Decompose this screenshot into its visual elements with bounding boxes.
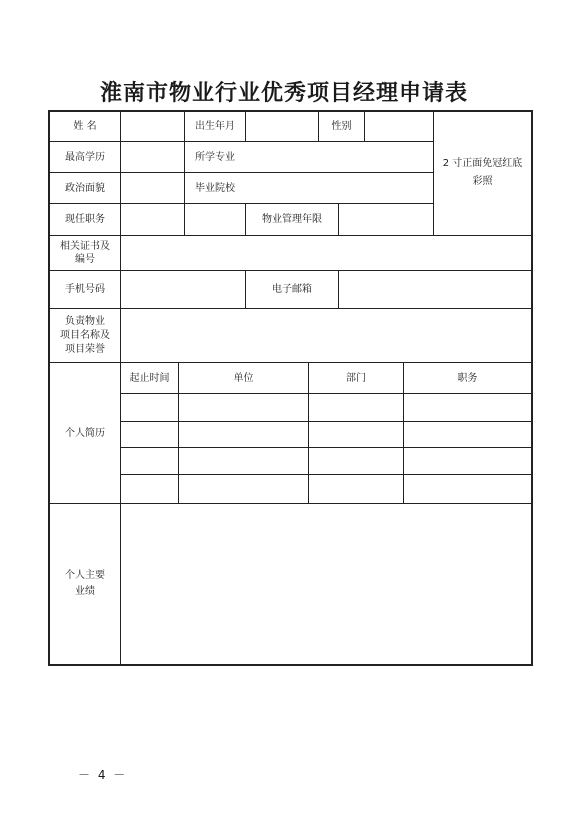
email-label: 电子邮箱 [272, 284, 312, 295]
school-label: 毕业院校 [195, 182, 235, 194]
gender-field[interactable] [365, 111, 433, 141]
education-label: 最高学历 [65, 151, 105, 163]
resume-header-job-title: 职务 [457, 372, 478, 384]
resume-header-period: 起止时间 [129, 372, 170, 384]
school-field[interactable] [246, 173, 433, 203]
major-field[interactable] [246, 142, 433, 172]
management-years-field[interactable] [339, 204, 433, 235]
major-label: 所学专业 [195, 151, 235, 163]
phone-field[interactable] [121, 271, 245, 308]
achievements-field[interactable] [121, 504, 531, 664]
political-status-field[interactable] [121, 173, 184, 203]
achievements-label: 个人主要 业绩 [65, 570, 105, 597]
resume-header-department: 部门 [346, 372, 366, 384]
certificate-field[interactable] [121, 236, 531, 270]
resume-label: 个人简历 [65, 427, 105, 439]
education-field[interactable] [121, 142, 184, 172]
position-field[interactable] [121, 204, 184, 235]
certificate-label: 相关证书及 编号 [60, 241, 110, 265]
birth-field[interactable] [246, 111, 318, 141]
page-number: － 4 － [78, 768, 128, 782]
management-years-label: 物业管理年限 [262, 214, 322, 225]
projects-field[interactable] [121, 309, 531, 362]
name-label: 姓 名 [73, 120, 97, 132]
projects-label: 负责物业 项目名称及 项目荣誉 [60, 315, 110, 355]
name-field[interactable] [121, 111, 184, 141]
gender-label: 性别 [331, 120, 352, 132]
political-status-label: 政治面貌 [65, 182, 105, 194]
birth-label: 出生年月 [195, 120, 235, 132]
resume-header-employer: 单位 [233, 372, 254, 384]
photo-placeholder: 2 寸正面免冠红底 彩照 [442, 158, 523, 187]
position-label: 现任职务 [65, 214, 105, 225]
form-title: 淮南市物业行业优秀项目经理申请表 [99, 80, 468, 106]
email-field[interactable] [339, 271, 531, 308]
phone-label: 手机号码 [65, 284, 105, 295]
